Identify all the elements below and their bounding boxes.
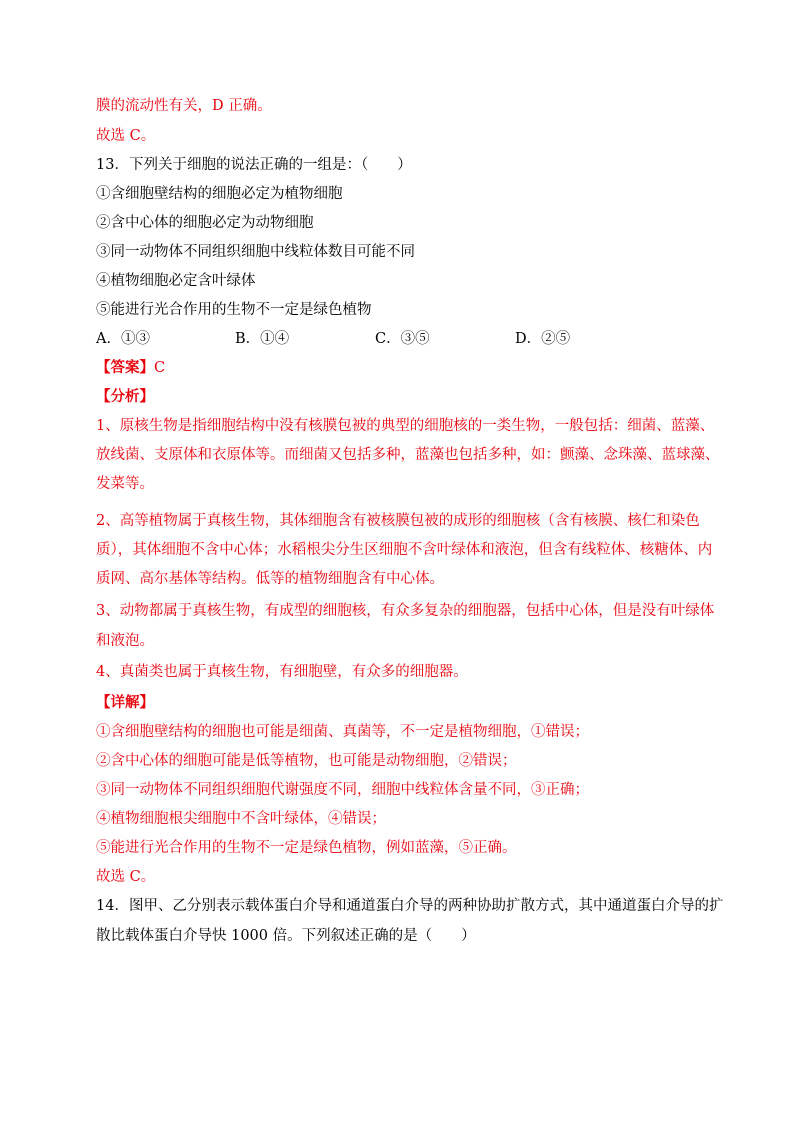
analysis-line: 和液泡。: [96, 633, 154, 649]
prev-conclusion: 故选 C。: [96, 128, 156, 144]
answer-value: C: [154, 360, 166, 376]
detail-label: 【详解】: [96, 694, 154, 711]
question-14-stem-line: 14．图甲、乙分别表示载体蛋白介导和通道蛋白介导的两种协助扩散方式，其中通道蛋白介导的扩: [96, 898, 724, 914]
detail-line: ①含细胞壁结构的细胞也可能是细菌、真菌等，不一定是植物细胞，①错误；: [96, 724, 589, 740]
option-c: C．③⑤: [375, 331, 430, 347]
analysis-line: 发菜等。: [96, 476, 154, 492]
analysis-line: 3、动物都属于真核生物，有成型的细胞核，有众多复杂的细胞器，包括中心体，但是没有叶绿体: [96, 603, 715, 619]
question-13-options: [96, 329, 716, 349]
analysis-line: 4、真菌类也属于真核生物，有细胞壁，有众多的细胞器。: [96, 664, 468, 680]
analysis-line: 质网、高尔基体等结构。低等的植物细胞含有中心体。: [96, 571, 444, 587]
question-13-item-5: ⑤能进行光合作用的生物不一定是绿色植物: [96, 302, 372, 318]
option-b: B．①④: [235, 331, 290, 347]
analysis-line: 1、原核生物是指细胞结构中没有核膜包被的典型的细胞核的一类生物，一般包括：细菌、蓝藻、: [96, 418, 715, 434]
conclusion: 故选 C。: [96, 869, 156, 885]
question-13-item-2: ②含中心体的细胞必定为动物细胞: [96, 215, 314, 231]
question-13-stem: 13．下列关于细胞的说法正确的一组是：（ ）: [96, 157, 412, 173]
option-a: A．①③: [96, 331, 150, 347]
detail-line: ③同一动物体不同组织细胞代谢强度不同，细胞中线粒体含量不同，③正确；: [96, 782, 589, 798]
question-13-item-3: ③同一动物体不同组织细胞中线粒体数目可能不同: [96, 244, 415, 260]
analysis-line: 2、高等植物属于真核生物，其体细胞含有被核膜包被的成形的细胞核（含有核膜、核仁和染色: [96, 513, 700, 529]
detail-line: ④植物细胞根尖细胞中不含叶绿体，④错误；: [96, 811, 386, 827]
detail-line: ⑤能进行光合作用的生物不一定是绿色植物，例如蓝藻，⑤正确。: [96, 840, 517, 856]
analysis-line: 质），其体细胞不含中心体；水稻根尖分生区细胞不含叶绿体和液泡，但含有线粒体、核糖体、内: [96, 542, 713, 558]
answer-line: [96, 358, 165, 378]
answer-label: 【答案】: [96, 359, 154, 376]
prev-answer-line: 膜的流动性有关，D 正确。: [96, 98, 272, 114]
question-13-item-4: ④植物细胞必定含叶绿体: [96, 273, 256, 289]
option-d: D．②⑤: [515, 331, 571, 347]
detail-line: ②含中心体的细胞可能是低等植物，也可能是动物细胞，②错误；: [96, 753, 517, 769]
question-13-item-1: ①含细胞壁结构的细胞必定为植物细胞: [96, 186, 343, 202]
analysis-label: 【分析】: [96, 388, 154, 405]
question-14-stem-line: 散比载体蛋白介导快 1000 倍。下列叙述正确的是（ ）: [96, 928, 476, 944]
analysis-line: 放线菌、支原体和衣原体等。而细菌又包括多种，蓝藻也包括多种，如：颤藻、念珠藻、蓝球藻、: [96, 447, 720, 463]
